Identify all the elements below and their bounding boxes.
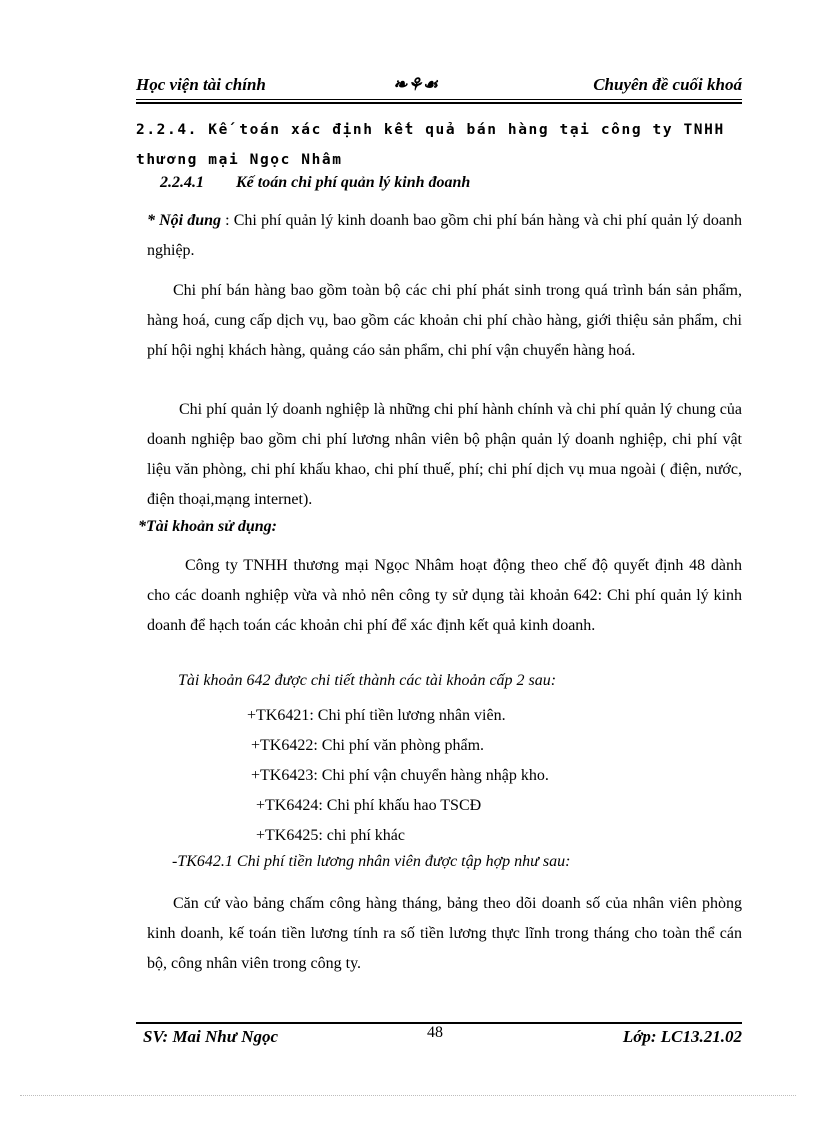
- header-ornament: ❧⚘☙: [393, 75, 438, 94]
- content-lead: * Nội đung: [147, 212, 222, 229]
- subsection-number: 2.2.4.1: [160, 174, 204, 191]
- account-item: +TK6423: Chi phí vận chuyển hàng nhập kho.: [251, 767, 549, 784]
- paragraph-payroll: Căn cứ vào bảng chấm công hàng tháng, bảng theo dõi doanh số của nhân viên phòng kinh doanh, kế toán tiền lương tính ra số tiền lương thực lĩnh trong tháng cho toàn thể cán bộ, công nhân viên trong công ty.: [147, 895, 742, 972]
- content-text: : Chi phí quản lý kinh doanh bao gồm chi phí bán hàng và chi phí quản lý doanh nghiệp.: [147, 212, 742, 259]
- paragraph-account-642: Công ty TNHH thương mại Ngọc Nhâm hoạt động theo chế độ quyết định 48 dành cho các doanh nghiệp vừa và nhỏ nên công ty sử dụng tài khoản 642: Chi phí quản lý kinh doanh để hạch toán các khoản chi phí để xác định kết quả kinh doanh.: [147, 557, 742, 634]
- tk6421-label: -TK642.1 Chi phí tiền lương nhân viên được tập hợp như sau:: [172, 853, 571, 870]
- account-item: +TK6421: Chi phí tiền lương nhân viên.: [247, 707, 506, 724]
- paragraph-content: [147, 206, 742, 266]
- section-title: 2.2.4. Kế toán xác định kết quả bán hàng tại công ty TNHH thương mại Ngọc Nhâm: [136, 122, 725, 168]
- footer-student: SV: Mai Như Ngọc: [143, 1027, 279, 1046]
- footer-class: Lớp: LC13.21.02: [622, 1027, 742, 1046]
- subsection-title: Kế toán chi phí quản lý kinh đoanh: [236, 174, 471, 191]
- accounts-used-label: *Tài khoản sử dụng:: [138, 518, 277, 535]
- paragraph-selling-expenses: Chi phí bán hàng bao gồm toàn bộ các chi phí phát sinh trong quá trình bán sản phẩm, hàng hoá, cung cấp dịch vụ, bao gồm các khoản chi phí chào hàng, giới thiệu sản phẩm, chi phí hội nghị khách hàng, quảng cáo sản phẩm, chi phí vận chuyển hàng hoá.: [147, 282, 742, 359]
- account-item: +TK6425: chi phí khác: [256, 827, 405, 844]
- page-number: 48: [427, 1024, 443, 1041]
- page-edge-divider: [20, 1095, 796, 1096]
- header-doc-type: Chuyên đề cuối khoá: [593, 75, 742, 94]
- paragraph-admin-expenses: Chi phí quản lý doanh nghiệp là những chi phí hành chính và chi phí quản lý chung của doanh nghiệp bao gồm chi phí lương nhân viên bộ phận quản lý doanh nghiệp, chi phí vật liệu văn phòng, chi phí khấu khao, chi phí thuế, phí; chi phí dịch vụ mua ngoài ( điện, nước, điện thoại,mạng internet).: [147, 401, 742, 508]
- header-rule: [136, 99, 742, 104]
- sub-accounts-label: Tài khoản 642 được chi tiết thành các tài khoản cấp 2 sau:: [178, 672, 557, 689]
- header-school: Học viện tài chính: [136, 75, 266, 94]
- subsection-heading: [160, 174, 470, 192]
- account-item: +TK6424: Chi phí khấu hao TSCĐ: [256, 797, 482, 814]
- account-item: +TK6422: Chi phí văn phòng phẩm.: [251, 737, 485, 754]
